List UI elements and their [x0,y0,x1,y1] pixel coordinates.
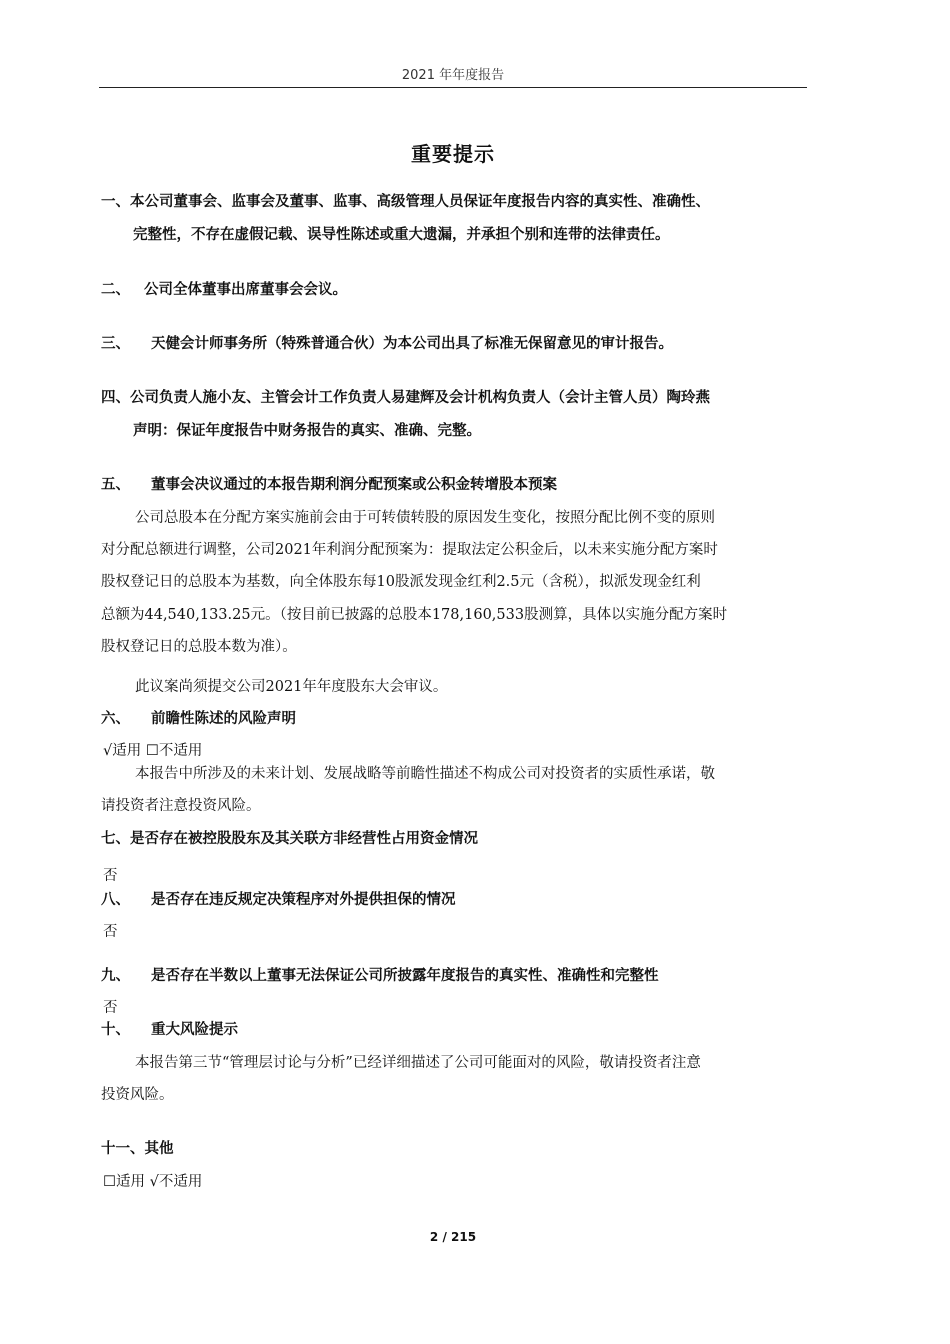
section-1-line-2: 完整性，不存在虚假记载、误导性陈述或重大遗漏，并承担个别和连带的法律责任。 [133,227,670,243]
section-11-heading: 十一、其他 [101,1141,174,1157]
section-4-text: 公司负责人施小友、主管会计工作负责人易建辉及会计机构负责人（会计主管人员）陶玲燕 [130,390,710,406]
section-9-title: 是否存在半数以上董事无法保证公司所披露年度报告的真实性、准确性和完整性 [151,968,659,984]
section-7-heading [101,827,478,848]
section-2-number: 二、 [101,282,130,298]
section-10-title: 重大风险提示 [151,1022,238,1038]
section-7-answer: 否 [103,868,118,884]
running-header: 2021 年年度报告 [401,68,505,83]
section-1-line-1 [101,190,710,211]
section-3-number: 三、 [101,336,130,352]
section-2-text: 公司全体董事出席董事会会议。 [144,282,347,298]
section-9-number: 九、 [101,968,130,984]
section-9-answer: 否 [103,1000,118,1016]
section-5-paragraph-line-2: 对分配总额进行调整，公司2021年利润分配预案为：提取法定公积金后，以未来实施分配方案时 [101,542,718,558]
section-2 [101,278,347,299]
section-4-number: 四、 [101,390,130,406]
section-6-title: 前瞻性陈述的风险声明 [151,711,296,727]
section-9-heading [101,964,659,985]
section-4-line-2: 声明：保证年度报告中财务报告的真实、准确、完整。 [133,423,481,439]
page-number: 2 / 215 [429,1230,477,1244]
section-6-number: 六、 [101,711,130,727]
section-5-paragraph-line-5: 股权登记日的总股本数为准）。 [101,639,297,655]
page-title: 重要提示 [411,142,495,166]
section-3-text: 天健会计师事务所（特殊普通合伙）为本公司出具了标准无保留意见的审计报告。 [151,336,673,352]
section-10-heading [101,1018,238,1039]
section-8-answer: 否 [103,924,118,940]
section-1-number: 一、 [101,194,130,210]
section-6-applicability: √适用 ☐不适用 [103,743,203,759]
section-8-heading [101,888,456,909]
section-10-number: 十、 [101,1022,130,1038]
section-5-paragraph-line-3: 股权登记日的总股本为基数，向全体股东每10股派发现金红利2.5元（含税），拟派发现金红利 [101,574,701,590]
section-10-paragraph-line-2: 投资风险。 [101,1087,174,1103]
section-1-text: 本公司董事会、监事会及董事、监事、高级管理人员保证年度报告内容的真实性、准确性、 [130,194,710,210]
section-3 [101,332,673,353]
section-4-line-1 [101,386,710,407]
section-10-paragraph-line-1: 本报告第三节“管理层讨论与分析”已经详细描述了公司可能面对的风险，敬请投资者注意 [135,1055,701,1071]
section-6-heading [101,707,296,728]
section-5-title: 董事会决议通过的本报告期利润分配预案或公积金转增股本预案 [151,477,557,493]
section-5-heading [101,473,557,494]
section-7-number: 七、 [101,831,130,847]
section-8-number: 八、 [101,892,130,908]
header-divider [99,87,807,88]
section-11-applicability: ☐适用 √不适用 [103,1174,203,1190]
section-8-title: 是否存在违反规定决策程序对外提供担保的情况 [151,892,456,908]
section-5-number: 五、 [101,477,130,493]
section-5-paragraph-line-4: 总额为44,540,133.25元。（按目前已披露的总股本178,160,533股测算，具体以实施分配方案时 [101,607,728,623]
section-5-paragraph-line-1: 公司总股本在分配方案实施前会由于可转债转股的原因发生变化，按照分配比例不变的原则 [135,510,715,526]
section-6-paragraph-line-2: 请投资者注意投资风险。 [101,798,261,814]
section-7-title: 是否存在被控股股东及其关联方非经营性占用资金情况 [130,831,478,847]
section-5-note: 此议案尚须提交公司2021年年度股东大会审议。 [135,679,448,695]
section-6-paragraph-line-1: 本报告中所涉及的未来计划、发展战略等前瞻性描述不构成公司对投资者的实质性承诺，敬 [135,766,715,782]
